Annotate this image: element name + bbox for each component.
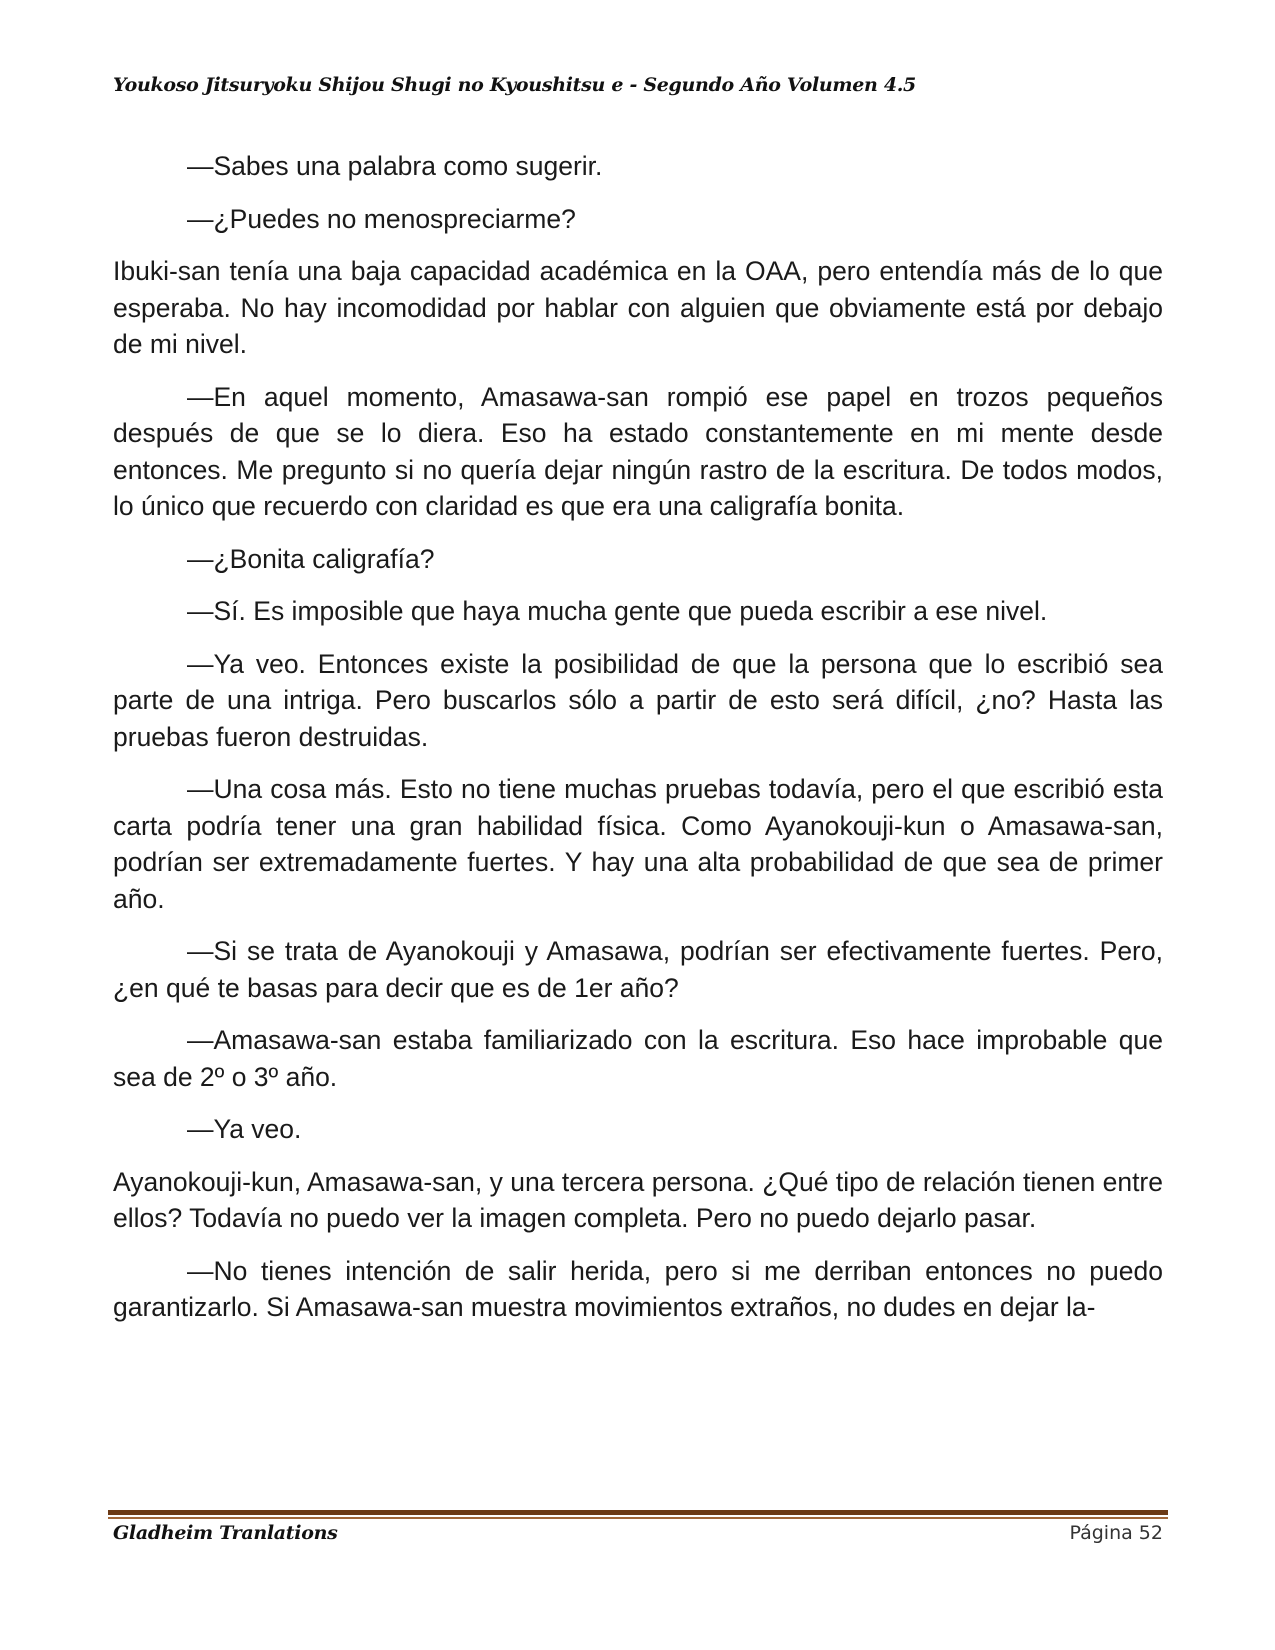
paragraph: Ayanokouji-kun, Amasawa-san, y una tercera persona. ¿Qué tipo de relación tienen entre ellos? Todavía no puedo ver la imagen completa. Pero no puedo dejarlo pasar.	[113, 1166, 1163, 1233]
paragraph: —Amasawa-san estaba familiarizado con la escritura. Eso hace improbable que sea de 2º o 3º año.	[113, 1025, 1163, 1092]
paragraph: —Si se trata de Ayanokouji y Amasawa, podrían ser efectivamente fuertes. Pero, ¿en qué te basas para decir que es de 1er año?	[113, 936, 1163, 1003]
paragraph: —En aquel momento, Amasawa-san rompió ese papel en trozos pequeños después de que se lo diera. Eso ha estado constantemente en mi mente desde entonces. Me pregunto si no quería dejar ningún rastro de la escritura. De todos modos, lo único que recuerdo con claridad es que era una caligrafía bonita.	[113, 381, 1163, 521]
paragraph: —¿Bonita caligrafía?	[187, 543, 435, 574]
paragraph: —Ya veo.	[187, 1114, 302, 1144]
paragraph: —¿Puedes no menospreciarme?	[187, 203, 576, 234]
paragraph: —Sabes una palabra como sugerir.	[187, 151, 603, 181]
page-body	[113, 148, 1163, 1342]
footer-divider	[108, 1510, 1168, 1520]
footer-credit: Gladheim Tranlations	[113, 1522, 338, 1544]
paragraph: —Una cosa más. Esto no tiene muchas pruebas todavía, pero el que escribió esta carta podría tener una gran habilidad física. Como Ayanokouji-kun o Amasawa-san, podrían ser extremadamente fuertes. Y hay una alta probabilidad de que sea de primer año.	[113, 774, 1163, 914]
paragraph: —Sí. Es imposible que haya mucha gente que pueda escribir a ese nivel.	[187, 596, 1048, 626]
paragraph: Ibuki-san tenía una baja capacidad académica en la OAA, pero entendía más de lo que esperaba. No hay incomodidad por hablar con alguien que obviamente está por debajo de mi nivel.	[113, 256, 1163, 359]
paragraph: —Ya veo. Entonces existe la posibilidad de que la persona que lo escribió sea parte de una intriga. Pero buscarlos sólo a partir de esto será difícil, ¿no? Hasta las pruebas fueron destruidas.	[113, 648, 1163, 752]
running-header: Youkoso Jitsuryoku Shijou Shugi no Kyoushitsu e - Segundo Año Volumen 4.5	[113, 74, 916, 96]
page-number: Página 52	[1069, 1522, 1163, 1544]
paragraph: —No tienes intención de salir herida, pero si me derriban entonces no puedo garantizarlo. Si Amasawa-san muestra movimientos extraños, no dudes en dejar la-	[113, 1255, 1163, 1322]
